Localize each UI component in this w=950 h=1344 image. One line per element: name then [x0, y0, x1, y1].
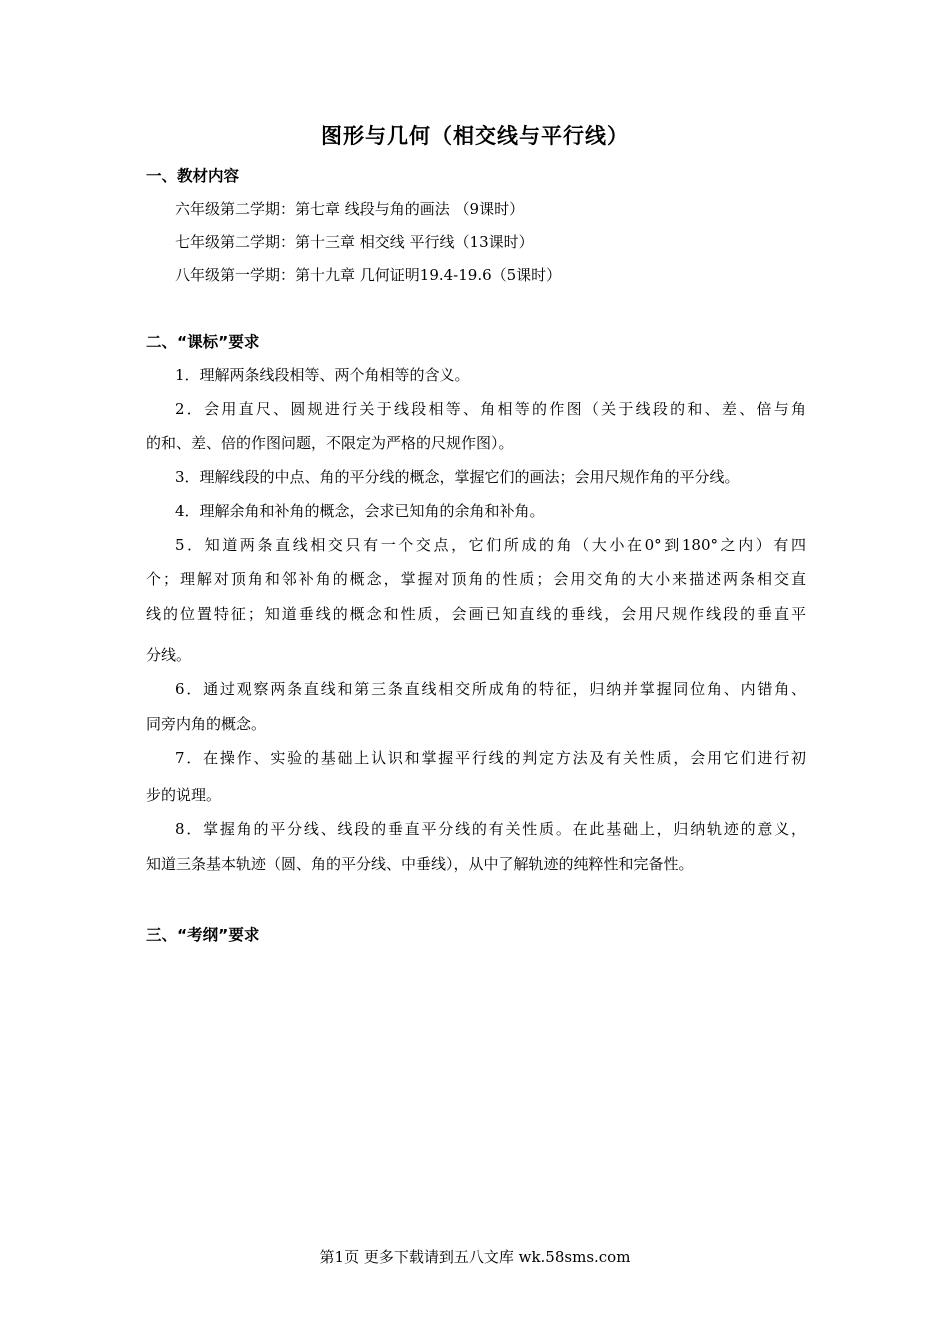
requirement-line: 线的位置特征；知道垂线的概念和性质，会画已知直线的垂线，会用尺规作线段的垂直平: [146, 605, 806, 623]
requirement-line: 步的说理。: [146, 786, 222, 804]
requirement-line: 7．在操作、实验的基础上认识和掌握平行线的判定方法及有关性质，会用它们进行初: [175, 749, 806, 767]
document-title: 图形与几何（相交线与平行线）: [321, 124, 629, 148]
requirement-line: 的和、差、倍的作图问题，不限定为严格的尺规作图）。: [146, 434, 514, 452]
requirement-line: 同旁内角的概念。: [146, 715, 267, 733]
requirement-line: 3．理解线段的中点、角的平分线的概念，掌握它们的画法；会用尺规作角的平分线。: [175, 468, 740, 486]
requirement-line: 8．掌握角的平分线、线段的垂直平分线的有关性质。在此基础上，归纳轨迹的意义，: [175, 820, 806, 838]
section-heading-curriculum: 二、“课标”要求: [146, 333, 260, 351]
requirement-line: 6．通过观察两条直线和第三条直线相交所成角的特征，归纳并掌握同位角、内错角、: [175, 680, 806, 698]
requirement-line: 知道三条基本轨迹（圆、角的平分线、中垂线），从中了解轨迹的纯粹性和完备性。: [146, 855, 694, 873]
material-line: 八年级第一学期：第十九章 几何证明19.4-19.6（5课时）: [175, 266, 562, 284]
material-line: 六年级第二学期：第七章 线段与角的画法 （9课时）: [175, 200, 525, 218]
requirement-line: 4．理解余角和补角的概念，会求已知角的余角和补角。: [175, 502, 545, 520]
requirement-line: 1．理解两条线段相等、两个角相等的含义。: [175, 366, 470, 384]
material-line: 七年级第二学期：第十三章 相交线 平行线（13课时）: [175, 233, 534, 251]
page-footer: 第1页 更多下载请到五八文库 wk.58sms.com: [319, 1248, 631, 1266]
requirement-line: 分线。: [146, 646, 192, 664]
requirement-line: 5．知道两条直线相交只有一个交点，它们所成的角（大小在0°到180°之内）有四: [175, 536, 806, 554]
requirement-line: 2．会用直尺、圆规进行关于线段相等、角相等的作图（关于线段的和、差、倍与角: [175, 400, 806, 418]
section-heading-materials: 一、教材内容: [146, 167, 240, 185]
requirement-line: 个；理解对顶角和邻补角的概念，掌握对顶角的性质；会用交角的大小来描述两条相交直: [146, 570, 806, 588]
section-heading-exam-outline: 三、“考纲”要求: [146, 926, 260, 944]
